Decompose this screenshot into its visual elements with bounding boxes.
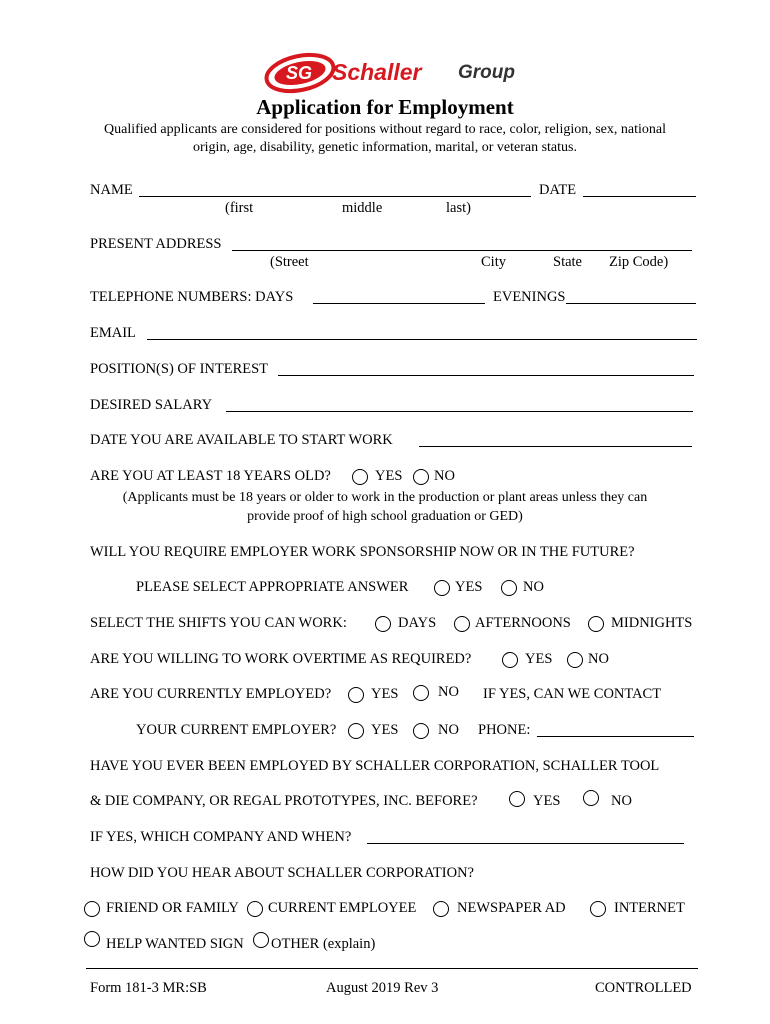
employed-question: ARE YOU CURRENTLY EMPLOYED? — [90, 686, 332, 702]
hear-newspaper-radio[interactable] — [433, 901, 449, 917]
address-sub-state: State — [553, 254, 582, 270]
footer-form-number: Form 181-3 MR:SB — [90, 980, 207, 996]
hear-newspaper-label: NEWSPAPER AD — [457, 900, 566, 916]
employed-no-label: NO — [438, 684, 459, 700]
footer-status: CONTROLLED — [595, 980, 692, 996]
email-label: EMAIL — [90, 325, 136, 341]
age-question: ARE YOU AT LEAST 18 YEARS OLD? — [90, 468, 331, 484]
previous-question-line-2: & DIE COMPANY, OR REGAL PROTOTYPES, INC. BEFORE? — [90, 793, 478, 809]
hear-friend-label: FRIEND OR FAMILY — [106, 900, 239, 916]
shift-days-radio[interactable] — [375, 616, 391, 632]
position-field[interactable] — [278, 361, 694, 376]
logo-brand: Schaller — [332, 59, 422, 85]
previous-no-label: NO — [611, 793, 632, 809]
name-sub-last: last) — [446, 200, 471, 216]
address-sub-street: (Street — [270, 254, 309, 270]
name-label: NAME — [90, 182, 133, 198]
hear-help-wanted-radio[interactable] — [84, 931, 100, 947]
age-no-radio[interactable] — [413, 469, 429, 485]
logo-badge: SG — [286, 63, 313, 83]
shift-afternoons-radio[interactable] — [454, 616, 470, 632]
salary-field[interactable] — [226, 397, 693, 412]
hear-employee-radio[interactable] — [247, 901, 263, 917]
hear-internet-label: INTERNET — [614, 900, 685, 916]
address-label: PRESENT ADDRESS — [90, 236, 222, 252]
age-note-line-2: provide proof of high school graduation or GED) — [247, 509, 523, 524]
sponsorship-no-radio[interactable] — [501, 580, 517, 596]
employer-no-label: NO — [438, 722, 459, 738]
email-field[interactable] — [147, 325, 697, 340]
overtime-no-label: NO — [588, 651, 609, 667]
age-no-label: NO — [434, 468, 455, 484]
overtime-question: ARE YOU WILLING TO WORK OVERTIME AS REQUIRED? — [90, 651, 472, 667]
name-sub-middle: middle — [342, 200, 383, 216]
overtime-yes-label: YES — [525, 651, 553, 667]
notice-line-1: Qualified applicants are considered for positions without regard to race, color, religion, sex, national — [104, 122, 666, 137]
shift-days-label: DAYS — [398, 615, 437, 631]
telephone-days-field[interactable] — [313, 289, 485, 304]
hear-other-radio[interactable] — [253, 932, 269, 948]
footer-revision: August 2019 Rev 3 — [326, 980, 439, 996]
logo-swoosh-icon — [262, 46, 342, 96]
start-date-field[interactable] — [419, 432, 692, 447]
employed-yes-label: YES — [371, 686, 399, 702]
hear-friend-radio[interactable] — [84, 901, 100, 917]
logo-group: Group — [458, 62, 515, 83]
age-yes-radio[interactable] — [352, 469, 368, 485]
previous-question-line-1: HAVE YOU EVER BEEN EMPLOYED BY SCHALLER CORPORATION, SCHALLER TOOL — [90, 758, 660, 774]
employed-yes-radio[interactable] — [348, 687, 364, 703]
sponsorship-no-label: NO — [523, 579, 544, 595]
hear-help-wanted-label: HELP WANTED SIGN — [106, 936, 244, 952]
name-sub-first: (first — [225, 200, 254, 216]
previous-yes-radio[interactable] — [509, 791, 525, 807]
employer-phone-label: PHONE: — [478, 722, 531, 738]
employer-label: YOUR CURRENT EMPLOYER? — [136, 722, 337, 738]
shift-afternoons-label: AFTERNOONS — [475, 615, 571, 631]
sponsorship-yes-label: YES — [455, 579, 483, 595]
date-label: DATE — [539, 182, 577, 198]
start-date-label: DATE YOU ARE AVAILABLE TO START WORK — [90, 432, 393, 448]
hear-other-label: OTHER (explain) — [271, 936, 376, 952]
sponsorship-question: WILL YOU REQUIRE EMPLOYER WORK SPONSORSHIP NOW OR IN THE FUTURE? — [90, 544, 635, 560]
sponsorship-yes-radio[interactable] — [434, 580, 450, 596]
page-title: Application for Employment — [256, 95, 514, 119]
overtime-no-radio[interactable] — [567, 652, 583, 668]
position-label: POSITION(S) OF INTEREST — [90, 361, 269, 377]
employer-yes-radio[interactable] — [348, 723, 364, 739]
telephone-evenings-field[interactable] — [566, 289, 696, 304]
telephone-evenings-label: EVENINGS — [493, 289, 566, 305]
shift-midnights-label: MIDNIGHTS — [611, 615, 693, 631]
sponsorship-select-label: PLEASE SELECT APPROPRIATE ANSWER — [136, 579, 409, 595]
date-field[interactable] — [583, 182, 696, 197]
telephone-label: TELEPHONE NUMBERS: DAYS — [90, 289, 294, 305]
hear-employee-label: CURRENT EMPLOYEE — [268, 900, 417, 916]
address-field[interactable] — [232, 236, 692, 251]
hear-internet-radio[interactable] — [590, 901, 606, 917]
previous-which-label: IF YES, WHICH COMPANY AND WHEN? — [90, 829, 352, 845]
hear-question: HOW DID YOU HEAR ABOUT SCHALLER CORPORATION? — [90, 865, 474, 881]
employer-no-radio[interactable] — [413, 723, 429, 739]
previous-yes-label: YES — [533, 793, 561, 809]
shifts-label: SELECT THE SHIFTS YOU CAN WORK: — [90, 615, 347, 631]
salary-label: DESIRED SALARY — [90, 397, 213, 413]
notice-line-2: origin, age, disability, genetic information, marital, or veteran status. — [193, 140, 577, 155]
name-field[interactable] — [139, 182, 531, 197]
shift-midnights-radio[interactable] — [588, 616, 604, 632]
employed-no-radio[interactable] — [413, 685, 429, 701]
previous-which-field[interactable] — [367, 829, 684, 844]
employer-phone-field[interactable] — [537, 722, 694, 737]
address-sub-zip: Zip Code) — [609, 254, 669, 270]
employed-contact-label: IF YES, CAN WE CONTACT — [483, 686, 662, 702]
company-logo — [262, 46, 532, 96]
overtime-yes-radio[interactable] — [502, 652, 518, 668]
address-sub-city: City — [481, 254, 506, 270]
previous-no-radio[interactable] — [583, 790, 599, 806]
footer-divider — [86, 968, 698, 969]
age-note-line-1: (Applicants must be 18 years or older to work in the production or plant areas unless they can — [122, 490, 648, 505]
employer-yes-label: YES — [371, 722, 399, 738]
age-yes-label: YES — [375, 468, 403, 484]
